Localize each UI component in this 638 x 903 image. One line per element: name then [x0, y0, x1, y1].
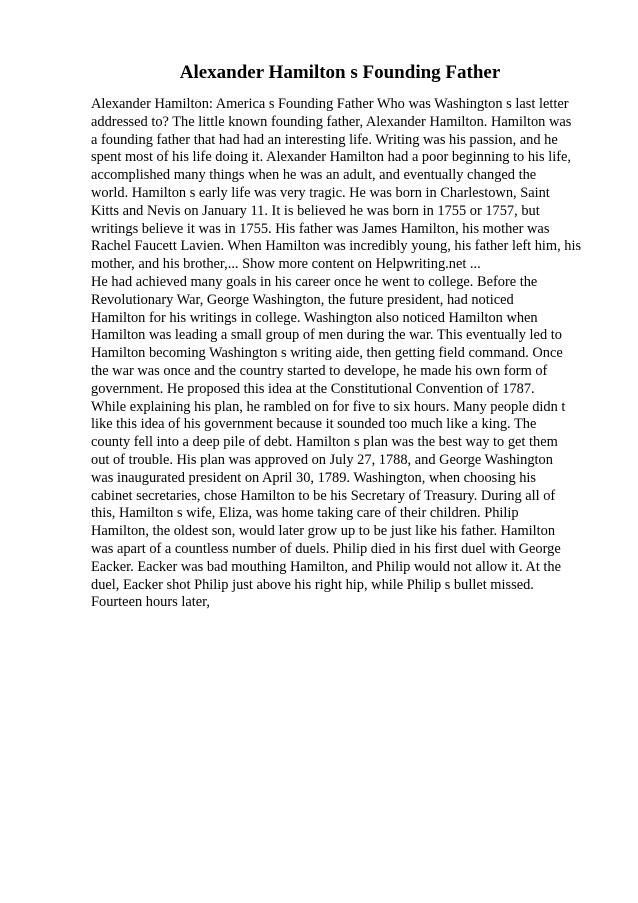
body-line: spent most of his life doing it. Alexander Hamilton had a poor beginning to his life,	[91, 149, 572, 166]
body-line: a founding father that had had an interesting life. Writing was his passion, and he	[91, 131, 558, 148]
body-line: the war was once and the country started to develope, he made his own form of	[91, 362, 548, 379]
body-line: Hamilton was leading a small group of men during the war. This eventually led to	[91, 327, 562, 344]
body-line: Alexander Hamilton: America s Founding Father Who was Washington s last letter	[91, 96, 569, 112]
body-line: was apart of a countless number of duels. Philip died in his first duel with George	[91, 540, 561, 557]
body-line: Revolutionary War, George Washington, the future president, had noticed	[91, 291, 514, 308]
body-line: Fourteen hours later,	[91, 594, 210, 611]
body-line: addressed to? The little known founding father, Alexander Hamilton. Hamilton was	[91, 113, 572, 130]
body-line: world. Hamilton s early life was very tragic. He was born in Charlestown, Saint	[91, 184, 550, 201]
body-line: was inaugurated president on April 30, 1789. Washington, when choosing his	[91, 469, 537, 486]
body-line: writings believe it was in 1755. His father was James Hamilton, his mother was	[91, 220, 550, 237]
body-line: Hamilton becoming Washington s writing aide, then getting field command. Once	[91, 345, 563, 362]
body-line: He had achieved many goals in his career once he went to college. Before the	[91, 273, 538, 290]
body-line: like this idea of his government because it sounded too much like a king. The	[91, 416, 537, 433]
body-line: this, Hamilton s wife, Eliza, was home taking care of their children. Philip	[91, 505, 519, 522]
document-title: Alexander Hamilton s Founding Father	[179, 62, 501, 83]
body-line: county fell into a deep pile of debt. Hamilton s plan was the best way to get them	[91, 434, 558, 451]
body-line: Rachel Faucett Lavien. When Hamilton was incredibly young, his father left him, his	[91, 238, 582, 255]
document-body	[91, 96, 601, 612]
body-line: out of trouble. His plan was approved on July 27, 1788, and George Washington	[91, 451, 553, 468]
body-line: While explaining his plan, he rambled on for five to six hours. Many people didn t	[91, 398, 566, 415]
body-line: Kitts and Nevis on January 11. It is believed he was born in 1755 or 1757, but	[91, 202, 540, 219]
body-line: mother, and his brother,... Show more content on Helpwriting.net ...	[91, 256, 481, 273]
body-line: Hamilton for his writings in college. Washington also noticed Hamilton when	[91, 309, 538, 326]
body-line: duel, Eacker shot Philip just above his right hip, while Philip s bullet missed.	[91, 576, 534, 593]
body-line: cabinet secretaries, chose Hamilton to be his Secretary of Treasury. During all of	[91, 487, 556, 504]
body-line: Hamilton, the oldest son, would later grow up to be just like his father. Hamilton	[91, 523, 556, 540]
body-line: accomplished many things when he was an adult, and eventually changed the	[91, 167, 537, 184]
body-line: government. He proposed this idea at the Constitutional Convention of 1787.	[91, 380, 535, 397]
body-line: Eacker. Eacker was bad mouthing Hamilton, and Philip would not allow it. At the	[91, 558, 562, 575]
